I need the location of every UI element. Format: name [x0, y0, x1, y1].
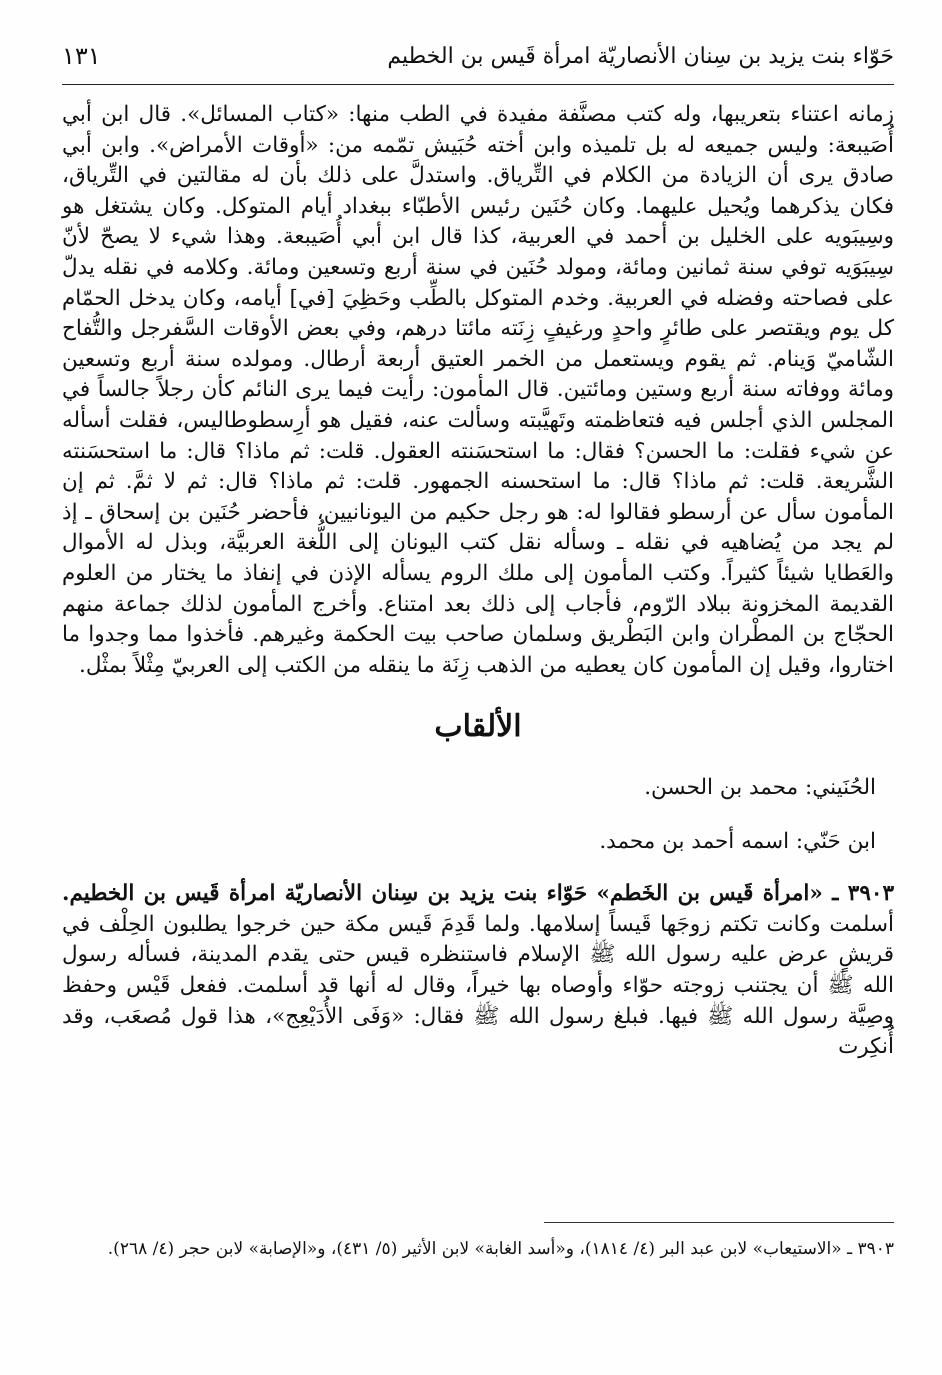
page-number: ١٣١	[62, 42, 101, 70]
running-title: حَوّاء بنت يزيد بن سِنان الأنصاريّة امرأة قَيس بن الخطيم	[387, 44, 894, 69]
footnote-rule	[544, 1222, 894, 1223]
book-page	[62, 36, 894, 1336]
footnote: ٣٩٠٣ ـ «الاستيعاب» لابن عبد البر (٤/ ١٨١٤)، و«أسد الغابة» لابن الأثير (٥/ ٤٣١)، و«الإصابة» لابن حجر (٤/ ٢٦٨).	[107, 1239, 894, 1259]
header-rule	[62, 84, 894, 85]
entry-text: أسلمت وكانت تكتم زوجَها قَيساً إسلامها. ولما قَدِمَ قَيس مكة حين خرجوا يطلبون الحِلْف في قريشٍ عرض عليه رسول الله ﷺ الإسلام فاستنظره قيس حتى يقدم المدينة، فسأله رسول الله ﷺ أن يجتنب زوجته حوّاء وأوصاه بها خيراً، وقال له أنها قد أسلمت. ففعل قَيْس وحفظ وصِيَّة رسول الله ﷺ فيها. فبلغ رسول الله ﷺ فقال: «وَفَى الأُدَيْعِج»، هذا قول مُصعَب، وقد أُنكِرت	[62, 911, 894, 1060]
page-header	[62, 36, 894, 84]
page-body	[62, 100, 894, 1063]
section-heading: الألقاب	[434, 709, 522, 745]
entry-title: ٣٩٠٣ ـ «امرأة قَيس بن الخَطم» حَوّاء بنت يزيد بن سِنان الأنصاريّة امرأة قَيس بن الخطيم.	[62, 881, 894, 907]
entry-3903	[62, 879, 894, 1063]
alias-hunaini: الحُنَيني: محمد بن الحسن.	[644, 775, 876, 801]
alias-ibn-hanni: ابن حَنّي: اسمه أحمد بن محمد.	[599, 829, 876, 855]
hunayn-paragraph: زمانه اعتناء بتعريبها، وله كتب مصنَّفة مفيدة في الطب منها: «كتاب المسائل». قال ابن أبي أُصَيبعة: وليس جميعه له بل تلميذه وابن أخته حُبَيش تمّمه من: «أوقات الأمراض». وابن أبي صادق يرى أن الزيادة من الكلام في التِّرياق. واستدلَّ على ذلك بأن له مقالتين في التِّرياق، فكان يذكرهما ويُحيل عليهما. وكان حُنَين رئيس الأطبّاء ببغداد أيام المتوكل. وكان يشتغل هو وسِيبَويه على الخليل بن أحمد في العربية، كذا قال ابن أبي أُصَيبعة. وهذا شيء لا يصحّ لأنّ سِيبَوَيه توفي سنة ثمانين ومائة، ومولد حُنَين في سنة أربع وتسعين ومائة. وكلامه في نقله يدلّ على فصاحته وفضله في العربية. وخدم المتوكل بالطِّب وحَظِيَ [في] أيامه، وكان يدخل الحمّام كل يوم ويقتصر على طائرٍ واحدٍ ورغيفٍ زِنَته مائتا درهم، وفي بعض الأوقات السَّفرجل والتُّفاح الشّاميّ وَينام. ثم يقوم ويستعمل من الخمر العتيق أربعة أرطال. ومولده سنة أربع وتسعين ومائة ووفاته سنة أربع وستين ومائتين. قال المأمون: رأيت فيما يرى النائم كأن رجلاً جالساً في المجلس الذي أجلس فيه فتعاظمته وتَهيَّبته وسألت عنه، فقيل هو أرِسطوطاليس، فقلت أسأله عن شيء فقلت: ما الحسن؟ فقال: ما استحسَنته العقول. قلت: ثم ماذا؟ قال: ما استحسَنته الشَّريعة. قلت: ثم ماذا؟ قال: ما استحسنه الجمهور. قلت: ثم ماذا؟ قال: ثم لا ثمَّ. ثم إن المأمون سأل عن أرسطو فقالوا له: هو رجل حكيم من اليونانيين، فأحضر حُنَين بن إسحاق ـ إذ لم يجد من يُضاهيه في نقله ـ وسأله نقل كتب اليونان إلى اللُّغة العربيَّة، وبذل له الأموال والعَطايا شيئاً كثيراً. وكتب المأمون إلى ملك الروم يسأله الإذن في إنفاذ ما يختار من العلوم القديمة المخزونة ببلاد الرّوم، فأجاب إلى ذلك بعد امتناع. وأخرج المأمون لذلك جماعة منهم الحجّاج بن المطْران وابن البَطْريق وسلمان صاحب بيت الحكمة وغيرهم. فأخذوا مما وجدوا ما اختاروا، وقيل إن المأمون كان يعطيه من الذهب زِنَة ما ينقله من الكتب إلى العربيّ مِثْلاً بمثْل.	[62, 102, 894, 678]
